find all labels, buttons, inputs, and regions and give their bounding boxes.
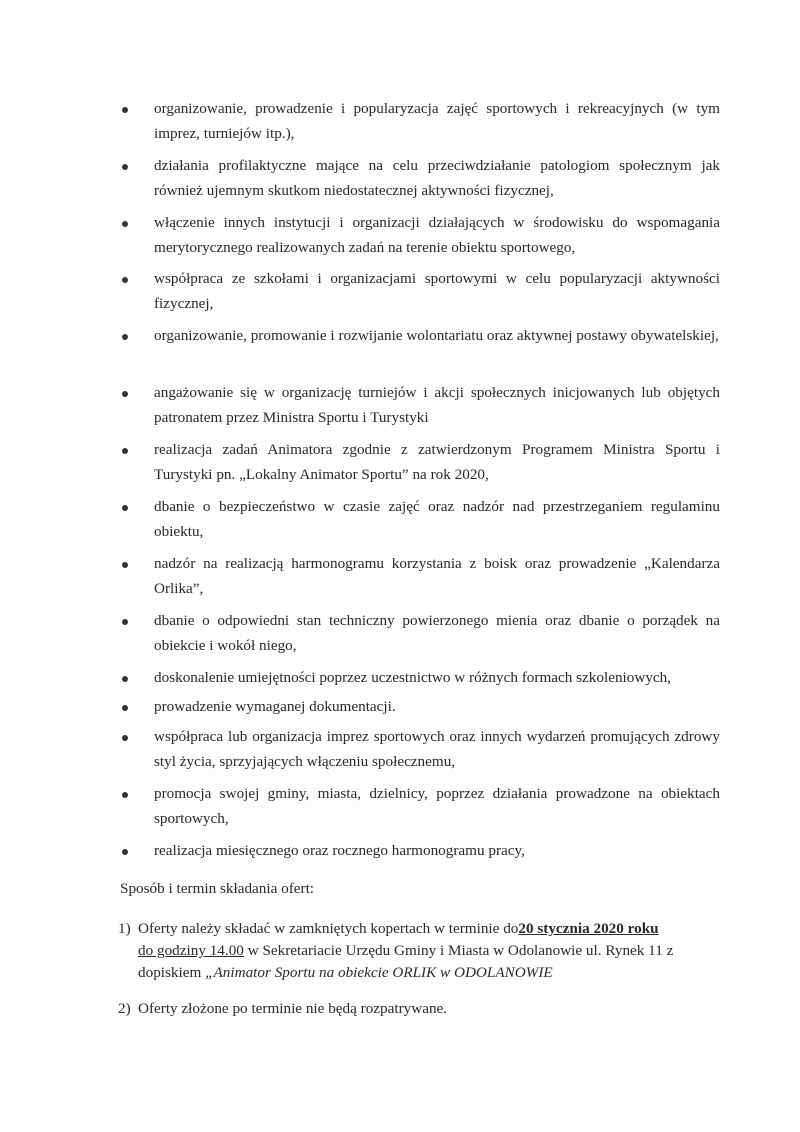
bullet-icon [122, 334, 128, 340]
bullet-icon [122, 164, 128, 170]
list-item: nadzór na realizacją harmonogramu korzystania z boisk oraz prowadzenie „Kalendarza Orlika”, [116, 551, 720, 601]
list-item: dbanie o bezpieczeństwo w czasie zajęć oraz nadzór nad przestrzeganiem regulaminu obiektu, [116, 494, 720, 544]
deadline-time: do godziny 14.00 [138, 942, 244, 959]
list-item: działania profilaktyczne mające na celu przeciwdziałanie patologiom społecznym jak również ujemnym skutkom niedostatecznej aktywności fizycznej, [116, 153, 720, 203]
list-item: realizacja miesięcznego oraz rocznego harmonogramu pracy, [116, 838, 720, 863]
list-item: prowadzenie wymaganej dokumentacji. [116, 694, 720, 719]
bullet-icon [122, 391, 128, 397]
bullet-icon [122, 277, 128, 283]
point-number: 2) [118, 1000, 131, 1017]
numbered-point-2 [118, 998, 722, 1020]
bullet-icon [122, 619, 128, 625]
bullet-icon [122, 705, 128, 711]
bullet-icon [122, 792, 128, 798]
bullet-icon [122, 735, 128, 741]
list-item: organizowanie, promowanie i rozwijanie wolontariatu oraz aktywnej postawy obywatelskiej, [116, 323, 720, 348]
bullet-icon [122, 107, 128, 113]
list-item: współpraca lub organizacja imprez sportowych oraz innych wydarzeń promujących zdrowy styl życia, sprzyjających włączeniu społecznemu, [116, 724, 720, 774]
list-item: organizowanie, prowadzenie i popularyzacja zajęć sportowych i rekreacyjnych (w tym imprez, turniejów itp.), [116, 96, 720, 146]
bullet-icon [122, 448, 128, 454]
envelope-annotation: „Animator Sportu na obiekcie ORLIK w ODOLANOWIE [205, 964, 553, 981]
point-body: Oferty złożone po terminie nie będą rozpatrywane. [138, 1000, 448, 1017]
list-item: dbanie o odpowiedni stan techniczny powierzonego mienia oraz dbanie o porządek na obiekcie i wokół niego, [116, 608, 720, 658]
bullet-icon [122, 562, 128, 568]
bullet-icon [122, 505, 128, 511]
section-heading: Sposób i termin składania ofert: [120, 880, 315, 897]
point-number: 1) [118, 920, 131, 937]
list-item: doskonalenie umiejętności poprzez uczestnictwo w różnych formach szkoleniowych, [116, 665, 720, 690]
bullet-icon [122, 676, 128, 682]
deadline-date: 20 stycznia 2020 roku [518, 920, 659, 937]
bullet-icon [122, 849, 128, 855]
list-item: realizacja zadań Animatora zgodnie z zatwierdzonym Programem Ministra Sportu i Turystyki pn. „Lokalny Animator Sportu” na rok 2020, [116, 437, 720, 487]
bullet-icon [122, 221, 128, 227]
numbered-point-1 [118, 918, 722, 984]
list-item: angażowanie się w organizację turniejów i akcji społecznych inicjowanych lub objętych patronatem przez Ministra Sportu i Turystyki [116, 380, 720, 430]
list-item: włączenie innych instytucji i organizacji działających w środowisku do wspomagania merytorycznego realizowanych zadań na terenie obiektu sportowego, [116, 210, 720, 260]
list-item: współpraca ze szkołami i organizacjami sportowymi w celu popularyzacji aktywności fizycznej, [116, 266, 720, 316]
list-item: promocja swojej gminy, miasta, dzielnicy, poprzez działania prowadzone na obiektach sportowych, [116, 781, 720, 831]
point-body: Oferty należy składać w zamkniętych kopertach w terminie do20 stycznia 2020 roku do godziny 14.00 w Sekretariacie Urzędu Gminy i Miasta w Odolanowie ul. Rynek 11 z dopiskiem „Animator Sportu na obiekcie ORLIK w ODOLANOWIE [138, 920, 674, 981]
